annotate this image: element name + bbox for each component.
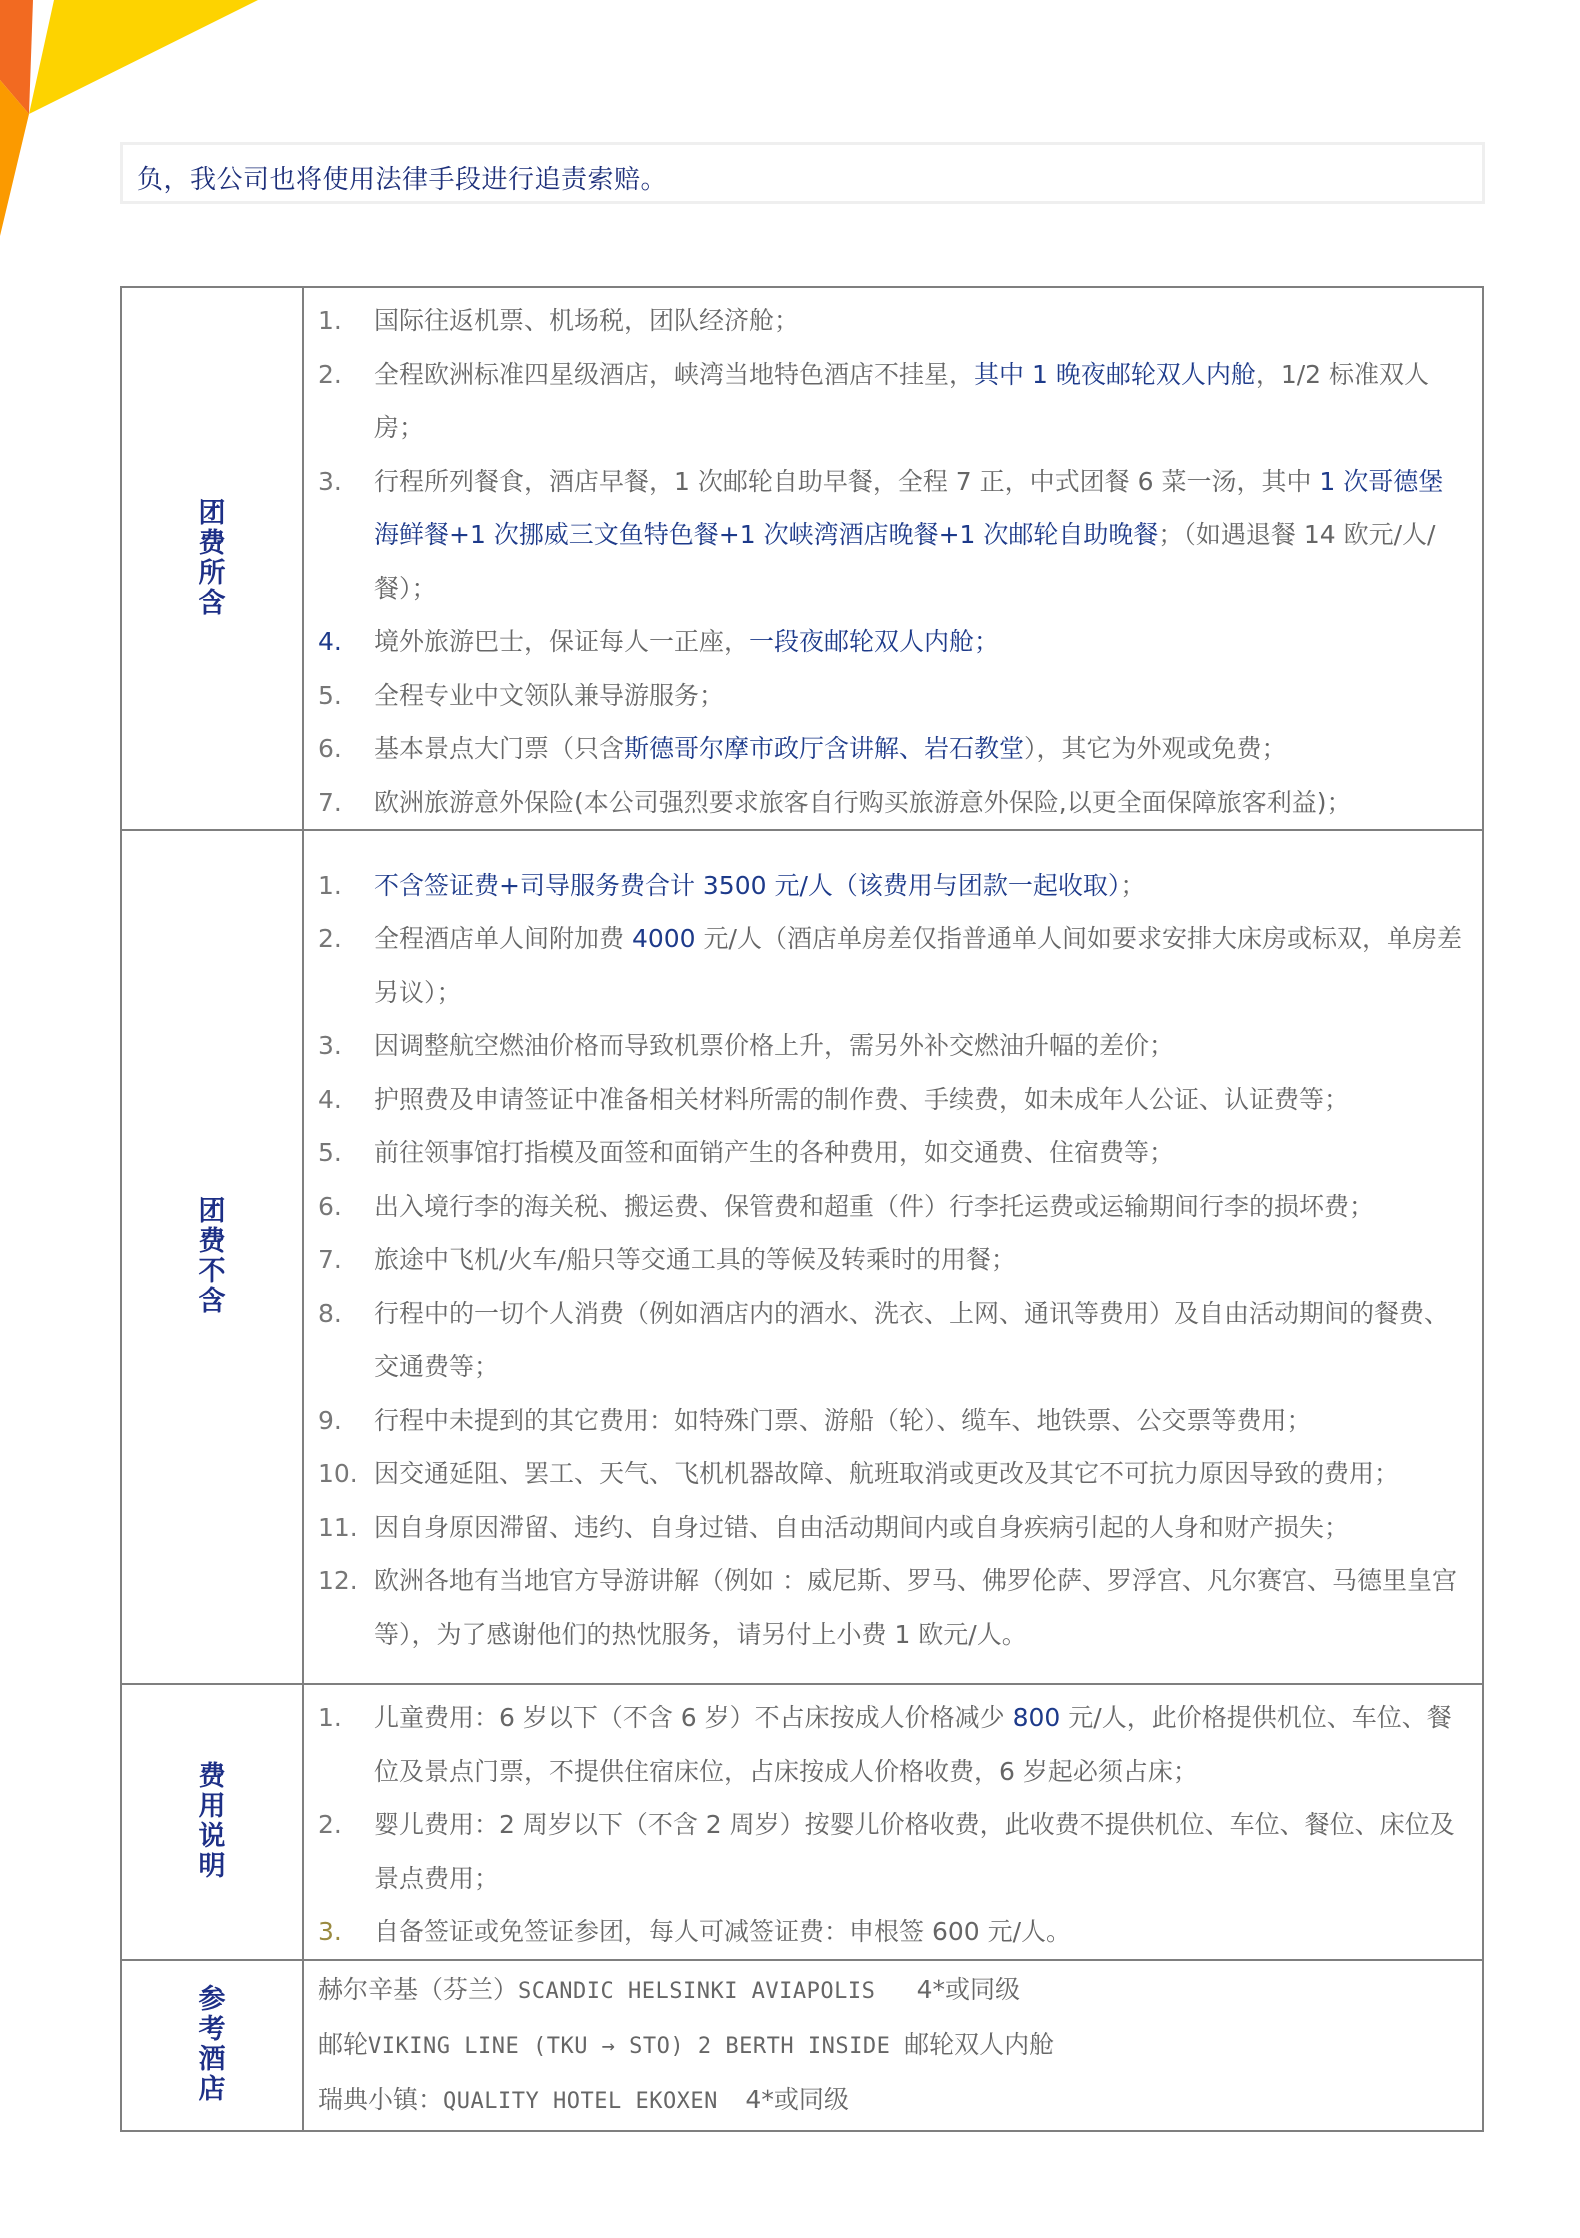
item-number: 9. [318, 1405, 342, 1435]
item-text: 基本景点大门票（只含斯德哥尔摩市政厅含讲解、岩石教堂），其它为外观或免费； [374, 734, 1287, 763]
item-number: 3. [318, 1031, 342, 1061]
item-text: 婴儿费用：2 周岁以下（不含 2 周岁）按婴儿价格收费，此收费不提供机位、车位、餐位、床位及景点费用； [374, 1810, 1455, 1893]
item-text: 儿童费用：6 岁以下（不含 6 岁）不占床按成人价格减少 800 元/人，此价格提供机位、车位、餐位及景点门票，不提供住宿床位，占床按成人价格收费，6 岁起必须占床； [374, 1703, 1452, 1786]
item-text: 旅途中飞机/火车/船只等交通工具的等候及转乘时的用餐； [374, 1245, 1016, 1275]
section-label: 费用说明 [198, 1760, 226, 1882]
item-text: 欧洲各地有当地官方导游讲解（例如 ：威尼斯、罗马、佛罗伦萨、罗浮宫、凡尔赛宫、马德里皇宫等），为了感谢他们的热忱服务，请另付上小费 1 欧元/人。 [374, 1566, 1457, 1649]
item-text: 全程酒店单人间附加费 4000 元/人（酒店单房差仅指普通单人间如要求安排大床房或标双，单房差另议）； [374, 924, 1462, 1007]
list-item [318, 722, 1468, 776]
item-text: 护照费及申请签证中准备相关材料所需的制作费、手续费，如未成年人公证、认证费等； [374, 1084, 1350, 1114]
item-number: 12. [318, 1566, 358, 1596]
fee-table [120, 286, 1484, 2132]
item-number: 11. [318, 1512, 358, 1542]
list-item [318, 776, 1468, 830]
item-text: 欧洲旅游意外保险(本公司强烈要求旅客自行购买旅游意外保险,以更全面保障旅客利益)； [374, 787, 1352, 817]
section-included [121, 287, 1483, 830]
fee-notes-list [303, 1684, 1483, 1960]
item-number: 2. [318, 1810, 342, 1839]
item-text: 因调整航空燃油价格而导致机票价格上升，需另外补交燃油升幅的差价； [374, 1031, 1175, 1061]
item-text: 不含签证费+司导服务费合计 3500 元/人（该费用与团款一起收取）； [374, 870, 1146, 900]
item-number: 2. [318, 924, 342, 954]
item-number: 1. [318, 306, 342, 335]
item-text: 自备签证或免签证参团，每人可减签证费：申根签 600 元/人。 [374, 1917, 1072, 1946]
list-item [318, 669, 1468, 723]
item-text: 行程所列餐食，酒店早餐，1 次邮轮自助早餐，全程 7 正，中式团餐 6 菜一汤，其中 1 次哥德堡海鲜餐+1 次挪威三文鱼特色餐+1 次峡湾酒店晚餐+1 次邮轮自助晚餐；（如遇退餐 14 欧元/人/餐）； [374, 466, 1444, 603]
item-number: 3. [318, 1917, 342, 1946]
list-item [318, 455, 1468, 616]
list-item [318, 1501, 1468, 1555]
section-hotels [121, 1960, 1483, 2131]
section-label: 参考酒店 [198, 1984, 226, 2105]
item-number: 5. [318, 680, 342, 710]
item-text: 国际往返机票、机场税，团队经济舱； [374, 306, 800, 335]
item-text: 行程中的一切个人消费（例如酒店内的酒水、洗衣、上网、通讯等费用）及自由活动期间的餐费、交通费等； [374, 1298, 1450, 1382]
item-text: 出入境行李的海关税、搬运费、保管费和超重（件）行李托运费或运输期间行李的损坏费； [374, 1191, 1375, 1221]
item-number: 1. [318, 870, 342, 900]
list-item [318, 1287, 1468, 1394]
list-item [318, 912, 1468, 1019]
item-number: 6. [318, 734, 342, 763]
list-item [318, 1019, 1468, 1073]
list-item [318, 1554, 1468, 1661]
list-item [318, 1447, 1468, 1501]
item-text: 全程专业中文领队兼导游服务； [374, 680, 725, 710]
list-item [318, 1180, 1468, 1234]
list-item [318, 859, 1468, 913]
item-text: 境外旅游巴士，保证每人一正座，一段夜邮轮双人内舱； [374, 627, 1000, 656]
item-text: 全程欧洲标准四星级酒店，峡湾当地特色酒店不挂星，其中 1 晚夜邮轮双人内舱，1/2 标准双人房； [374, 359, 1430, 442]
list-item [318, 1798, 1468, 1905]
item-number: 8. [318, 1298, 342, 1328]
corner-decoration [0, 0, 800, 260]
list-item [318, 348, 1468, 455]
list-item [318, 1073, 1468, 1127]
included-list [303, 287, 1483, 830]
item-number: 4. [318, 627, 342, 656]
list-item [318, 615, 1468, 669]
hotel-line: 瑞典小镇：QUALITY HOTEL EKOXEN 4*或同级 [318, 2084, 849, 2114]
list-item [318, 1126, 1468, 1180]
section-label: 团费不含 [198, 1196, 226, 1317]
item-text: 因自身原因滞留、违约、自身过错、自由活动期间内或自身疾病引起的人身和财产损失； [374, 1512, 1350, 1542]
item-number: 6. [318, 1191, 342, 1221]
list-item [318, 294, 1468, 348]
item-number: 3. [318, 466, 342, 496]
list-item [318, 1905, 1468, 1959]
item-number: 10. [318, 1459, 358, 1489]
list-item [318, 1691, 1468, 1798]
hotel-line: 赫尔辛基（芬兰）SCANDIC HELSINKI AVIAPOLIS 4*或同级 [318, 1974, 1021, 2004]
item-number: 7. [318, 787, 342, 817]
hotels-list [303, 1960, 1483, 2131]
item-number: 1. [318, 1703, 342, 1732]
item-number: 2. [318, 359, 342, 389]
item-text: 行程中未提到的其它费用：如特殊门票、游船（轮）、缆车、地铁票、公交票等费用； [374, 1405, 1312, 1435]
section-label: 团费所含 [198, 497, 226, 619]
item-text: 前往领事馆打指模及面签和面销产生的各种费用，如交通费、住宿费等； [374, 1138, 1175, 1168]
yellow-triangle [29, 0, 258, 114]
list-item [318, 1394, 1468, 1448]
item-number: 7. [318, 1245, 342, 1275]
section-fee-notes [121, 1684, 1483, 1960]
note-box [120, 142, 1485, 204]
note-text: 负，我公司也将使用法律手段进行追责索赔。 [137, 165, 668, 195]
excluded-list [303, 830, 1483, 1684]
item-number: 5. [318, 1138, 342, 1168]
list-item [318, 1233, 1468, 1287]
item-text: 因交通延阻、罢工、天气、飞机机器故障、航班取消或更改及其它不可抗力原因导致的费用； [374, 1459, 1400, 1489]
section-excluded [121, 830, 1483, 1684]
hotel-line: 邮轮VIKING LINE (TKU → STO) 2 BERTH INSIDE 邮轮双人内舱 [318, 2029, 1055, 2059]
item-number: 4. [318, 1084, 342, 1114]
